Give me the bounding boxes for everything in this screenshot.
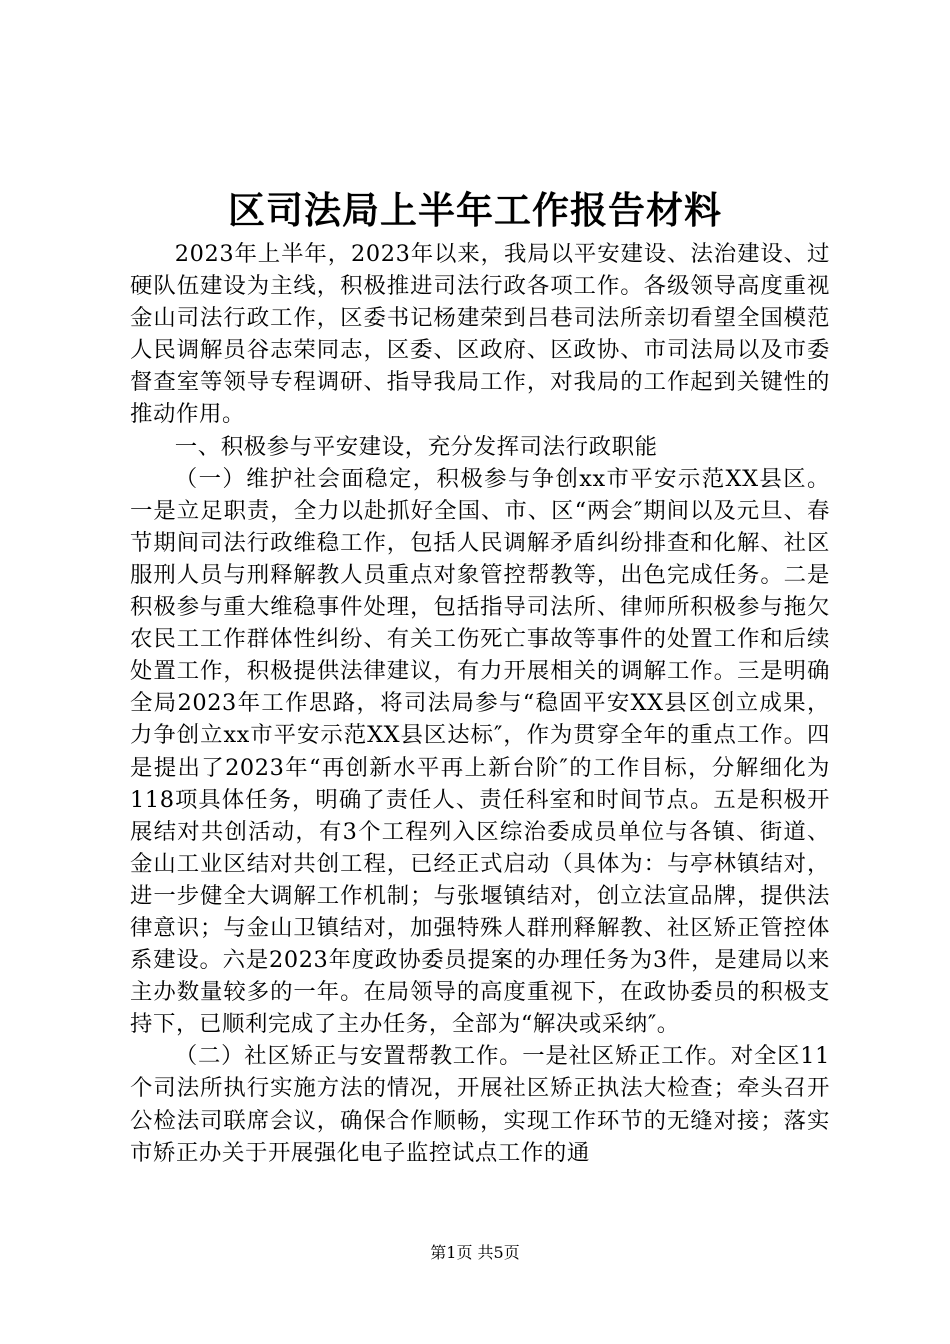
paragraph-subsection-2: （二）社区矫正与安置帮教工作。一是社区矫正工作。对全区11个司法所执行实施方法的情况，开展社区矫正执法大检查；牵头召开公检法司联席会议，确保合作顺畅，实现工作环节的无缝对接；落实市矫正办关于开展强化电子监控试点工作的通: [130, 1043, 830, 1166]
page-footer: 第1页 共5页: [430, 1243, 520, 1262]
document-title: 区司法局上半年工作报告材料: [228, 188, 722, 232]
section-heading-1: 一、积极参与平安建设，充分发挥司法行政职能: [174, 433, 658, 460]
paragraph-subsection-1: （一）维护社会面稳定，积极参与争创xx市平安示范XX县区。一是立足职责，全力以赴抓好全国、市、区“两会″期间以及元旦、春节期间司法行政维稳工作，包括人民调解矛盾纠纷排查和化解、社区服刑人员与刑释解教人员重点对象管控帮教等，出色完成任务。二是积极参与重大维稳事件处理，包括指导司法所、律师所积极参与拖欠农民工工作群体性纠纷、有关工伤死亡事故等事件的处置工作和后续处置工作，积极提供法律建议，有力开展相关的调解工作。三是明确全局2023年工作思路，将司法局参与“稳固平安XX县区创立成果，力争创立xx市平安示范XX县区达标″，作为贯穿全年的重点工作。四是提出了2023年“再创新水平再上新台阶″的工作目标，分解细化为118项具体任务，明确了责任人、责任科室和时间节点。五是积极开展结对共创活动，有3个工程列入区综治委成员单位与各镇、街道、金山工业区结对共创工程，已经正式启动（具体为：与亭林镇结对，进一步健全大调解工作机制；与张堰镇结对，创立法宣品牌，提供法律意识；与金山卫镇结对，加强特殊人群刑释解教、社区矫正管控体系建设。六是2023年度政协委员提案的办理任务为3件，是建局以来主办数量较多的一年。在局领导的高度重视下，在政协委员的积极支持下，已顺利完成了主办任务，全部为“解决或采纳″。: [130, 465, 830, 1038]
paragraph-intro: 2023年上半年，2023年以来，我局以平安建设、法治建设、过硬队伍建设为主线，积极推进司法行政各项工作。各级领导高度重视金山司法行政工作，区委书记杨建荣到吕巷司法所亲切看望全国模范人民调解员谷志荣同志，区委、区政府、区政协、市司法局以及市委督查室等领导专程调研、指导我局工作，对我局的工作起到关键性的推动作用。: [130, 241, 830, 428]
document-body: [130, 238, 830, 1169]
